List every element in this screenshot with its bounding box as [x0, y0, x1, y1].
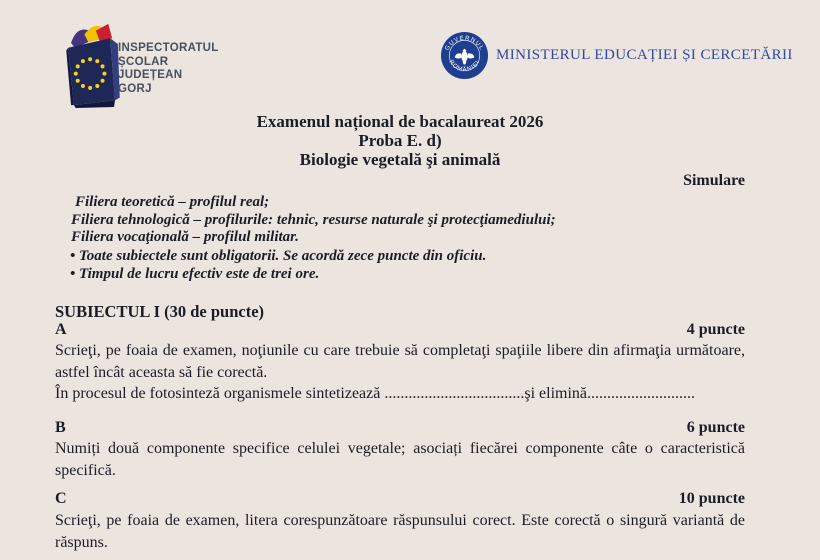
ministry-name: MINISTERUL EDUCAȚIEI ȘI CERCETĂRII [496, 47, 793, 63]
filiera-line: Filiera teoretică – profilul real; [75, 194, 270, 210]
inspectorate-name [118, 42, 219, 96]
section-c-label: C [55, 490, 67, 507]
filiera-line: Filiera vocaţională – profilul militar. [71, 229, 299, 245]
seal-bottom-text: ROMÂNIEI [447, 59, 482, 74]
instruction-item: • Timpul de lucru efectiv este de trei ore. [70, 266, 320, 282]
simulare-label: Simulare [683, 172, 745, 189]
inspectorate-name-line: GORJ [118, 82, 152, 95]
exam-subject: Biologie vegetală şi animală [299, 150, 501, 169]
ministry-logo [440, 31, 793, 80]
section-b-points: 6 puncte [686, 419, 745, 436]
section-a-label: A [55, 321, 67, 338]
filiera-line: Filiera tehnologică – profilurile: tehnic, resurse naturale şi protecţiamediului; [71, 211, 556, 228]
section-b-label: B [55, 419, 66, 436]
inspectorate-name-line: INSPECTORATUL [118, 42, 219, 54]
instructions-list [70, 247, 486, 283]
inspectorate-name-line: ȘCOLAR [118, 55, 169, 68]
inspectorate-name-line: JUDEȚEAN [118, 69, 183, 81]
government-seal-icon [440, 31, 489, 80]
section-c-header [55, 490, 745, 508]
exam-title: Examenul național de bacalaureat 2026 [256, 112, 544, 131]
filiera-block [71, 194, 556, 247]
section-a-header [55, 321, 745, 339]
instruction-item: • Toate subiectele sunt obligatorii. Se acordă zece puncte din oficiu. [70, 248, 487, 264]
section-a-body [55, 340, 745, 405]
inspectorate-logo [64, 22, 219, 108]
section-a-fill-line: În procesul de fotosinteză organismele sintetizează ...................................şi elimină........................... [55, 385, 696, 402]
section-b-header [55, 419, 745, 437]
exam-probe: Proba E. d) [358, 131, 442, 150]
section-c-points: 10 puncte [678, 490, 745, 507]
exam-title-block [55, 112, 745, 169]
seal-top-text: GUVERNUL [444, 35, 485, 52]
section-a-points: 4 puncte [686, 321, 745, 338]
subject-heading: SUBIECTUL I (30 de puncte) [55, 302, 265, 321]
eu-book-flags-icon [64, 22, 122, 108]
section-a-text: Scrieţi, pe foaia de examen, noţiunile cu care trebuie să completaţi spaţiile libere din afirmaţia următoare, astfel încât aceasta să fie corectă. [55, 342, 745, 381]
section-b-text: Numiți două componente specifice celulei vegetale; asociați fiecărei componente câte o caracteristică specifică. [55, 440, 745, 479]
section-c-text: Scrieţi, pe foaia de examen, litera corespunzătoare răspunsului corect. Este corectă o singură variantă de răspuns. [55, 512, 745, 551]
